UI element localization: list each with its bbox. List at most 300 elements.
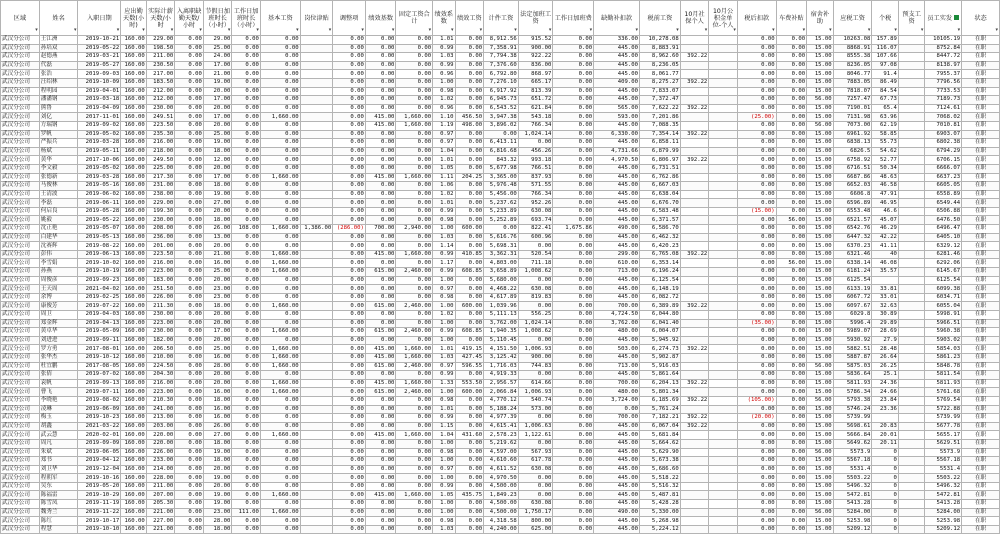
table-cell[interactable]: 8868.91 [833, 44, 872, 53]
table-cell[interactable]: 8,962.60 [640, 53, 681, 62]
table-cell[interactable]: 6034.71 [925, 293, 962, 302]
table-cell[interactable]: 6706.15 [925, 156, 962, 165]
table-cell[interactable]: 0.00 [553, 482, 594, 491]
table-cell[interactable]: 160.00 [121, 353, 146, 362]
table-cell[interactable]: 1.03 [433, 233, 455, 242]
table-cell[interactable]: 392.22 [680, 396, 709, 405]
table-cell[interactable]: 615.00 [365, 302, 396, 311]
table-cell[interactable]: 5209.12 [925, 525, 962, 534]
table-cell[interactable]: 曹飞 [39, 388, 78, 397]
column-header[interactable] [396, 1, 433, 36]
table-cell[interactable]: 52.77 [872, 156, 899, 165]
table-cell[interactable]: 600.96 [518, 233, 553, 242]
table-cell[interactable]: 李磊 [39, 199, 78, 208]
table-cell[interactable]: 766.34 [518, 121, 553, 130]
table-cell[interactable]: 2019-08-02 [78, 396, 121, 405]
table-cell[interactable]: 6,806.97 [640, 156, 681, 165]
table-cell[interactable]: 993.18 [518, 156, 553, 165]
table-cell[interactable]: 15.00 [807, 328, 834, 337]
table-cell[interactable] [898, 517, 925, 526]
table-cell[interactable]: 武汉分公司 [1, 336, 40, 345]
table-cell[interactable]: 在职 [962, 61, 1000, 70]
table-cell[interactable]: 0.00 [776, 353, 807, 362]
table-cell[interactable]: 0.00 [518, 302, 553, 311]
table-cell[interactable]: 445.00 [594, 96, 640, 105]
table-cell[interactable]: 160.00 [121, 285, 146, 294]
table-cell[interactable]: 2019-09-13 [78, 379, 121, 388]
table-cell[interactable]: 10105.19 [925, 36, 962, 45]
table-cell[interactable]: 0.00 [455, 182, 484, 191]
table-cell[interactable]: 1.00 [433, 302, 455, 311]
table-cell[interactable]: 19.00 [203, 474, 232, 483]
table-cell[interactable]: 5531.4 [925, 465, 962, 474]
table-cell[interactable]: 16.00 [203, 405, 232, 414]
table-cell[interactable]: 5,188.24 [484, 405, 519, 414]
table-cell[interactable]: 0.00 [175, 78, 204, 87]
table-cell[interactable]: 0.00 [553, 517, 594, 526]
table-cell[interactable]: 21.00 [203, 70, 232, 79]
table-cell[interactable] [709, 474, 738, 483]
table-cell[interactable]: 0.00 [553, 242, 594, 251]
table-cell[interactable]: 6,067.04 [640, 422, 681, 431]
table-cell[interactable]: 0.00 [396, 182, 433, 191]
table-cell[interactable] [898, 328, 925, 337]
table-cell[interactable]: 0.00 [175, 190, 204, 199]
table-cell[interactable]: 2019-09-11 [78, 336, 121, 345]
table-cell[interactable]: 822.41 [518, 225, 553, 234]
table-cell[interactable]: 0.00 [260, 285, 300, 294]
filter-dropdown-icon[interactable]: ▾ [733, 27, 736, 33]
table-cell[interactable]: 160.00 [121, 336, 146, 345]
table-cell[interactable]: 249.51 [146, 113, 175, 122]
table-cell[interactable]: 1.00 [433, 78, 455, 87]
table-cell[interactable]: 在职 [962, 113, 1000, 122]
table-cell[interactable]: 5769.54 [925, 396, 962, 405]
table-cell[interactable]: 5413.28 [925, 500, 962, 509]
table-cell[interactable]: 226.00 [146, 448, 175, 457]
table-cell[interactable]: 6,420.23 [640, 242, 681, 251]
table-cell[interactable] [898, 70, 925, 79]
table-cell[interactable]: 0.00 [260, 96, 300, 105]
table-cell[interactable]: 843.32 [484, 156, 519, 165]
table-cell[interactable]: 在职 [962, 242, 1000, 251]
table-cell[interactable]: 0.00 [260, 293, 300, 302]
table-cell[interactable]: 6961.92 [833, 130, 872, 139]
column-header[interactable] [925, 1, 962, 36]
table-cell[interactable]: 445.00 [594, 500, 640, 509]
table-cell[interactable]: 0.00 [232, 259, 261, 268]
table-cell[interactable]: 武汉分公司 [1, 233, 40, 242]
table-cell[interactable] [898, 250, 925, 259]
table-cell[interactable]: 0.98 [433, 293, 455, 302]
table-cell[interactable]: 0.00 [518, 371, 553, 380]
table-cell[interactable]: 111.00 [232, 508, 261, 517]
table-cell[interactable]: 在职 [962, 500, 1000, 509]
table-cell[interactable]: 15.00 [807, 439, 834, 448]
table-cell[interactable]: 0.00 [553, 285, 594, 294]
table-cell[interactable]: 郑金辉 [39, 319, 78, 328]
table-cell[interactable]: 0.00 [260, 121, 300, 130]
table-cell[interactable]: 0.00 [737, 250, 776, 259]
table-cell[interactable]: 65.4 [872, 104, 899, 113]
table-cell[interactable]: 0.00 [553, 87, 594, 96]
table-cell[interactable]: 1.04 [433, 147, 455, 156]
table-cell[interactable]: 0.00 [553, 500, 594, 509]
table-cell[interactable]: 0.00 [260, 457, 300, 466]
table-cell[interactable]: 0.00 [260, 474, 300, 483]
table-row[interactable] [1, 233, 1000, 242]
table-cell[interactable]: 1,006.93 [518, 388, 553, 397]
table-cell[interactable] [872, 276, 899, 285]
table-cell[interactable]: 0.00 [175, 44, 204, 53]
table-cell[interactable]: 5875.03 [833, 362, 872, 371]
table-cell[interactable]: 2019-10-16 [78, 474, 121, 483]
table-cell[interactable]: 1.00 [433, 500, 455, 509]
table-cell[interactable]: 0.00 [175, 147, 204, 156]
table-cell[interactable] [680, 173, 709, 182]
table-cell[interactable]: 5998.91 [925, 311, 962, 320]
table-cell[interactable] [898, 173, 925, 182]
table-cell[interactable]: 0.00 [333, 396, 366, 405]
table-cell[interactable]: 0.00 [232, 517, 261, 526]
table-row[interactable] [1, 182, 1000, 191]
table-cell[interactable] [680, 164, 709, 173]
table-cell[interactable]: 160.00 [121, 113, 146, 122]
table-cell[interactable]: 4,724.50 [594, 311, 640, 320]
table-cell[interactable]: 19.00 [203, 190, 232, 199]
table-cell[interactable]: 236.00 [146, 233, 175, 242]
table-cell[interactable]: 0.00 [175, 336, 204, 345]
table-cell[interactable]: 56.00 [807, 396, 834, 405]
table-cell[interactable]: 415.00 [365, 431, 396, 440]
table-cell[interactable]: 0.00 [396, 87, 433, 96]
table-cell[interactable]: 0.00 [175, 199, 204, 208]
table-cell[interactable]: 0.00 [396, 199, 433, 208]
table-cell[interactable]: 0.00 [232, 448, 261, 457]
table-cell[interactable]: 2019-04-01 [78, 87, 121, 96]
table-cell[interactable]: 445.00 [594, 61, 640, 70]
table-cell[interactable]: 1,660.00 [260, 259, 300, 268]
table-cell[interactable]: 在职 [962, 207, 1000, 216]
table-cell[interactable]: 0.00 [455, 233, 484, 242]
table-cell[interactable]: 6,792.80 [484, 70, 519, 79]
table-cell[interactable]: 5,233.89 [484, 207, 519, 216]
table-cell[interactable]: 0.00 [260, 207, 300, 216]
table-cell[interactable]: 0.00 [232, 474, 261, 483]
table-cell[interactable]: 在职 [962, 104, 1000, 113]
table-cell[interactable]: 5253.98 [925, 517, 962, 526]
table-cell[interactable]: 7131.98 [833, 113, 872, 122]
table-cell[interactable]: 0.99 [433, 371, 455, 380]
table-cell[interactable]: 299.00 [594, 250, 640, 259]
table-cell[interactable]: 7,276.10 [484, 78, 519, 87]
table-cell[interactable]: 武汉分公司 [1, 345, 40, 354]
table-cell[interactable]: 160.00 [121, 104, 146, 113]
table-cell[interactable]: 15.00 [807, 182, 834, 191]
table-cell[interactable]: 226.00 [146, 293, 175, 302]
table-cell[interactable]: 0.00 [232, 414, 261, 423]
table-cell[interactable]: 392.22 [680, 78, 709, 87]
table-cell[interactable] [680, 96, 709, 105]
table-cell[interactable]: 0.00 [455, 156, 484, 165]
table-cell[interactable]: 160.00 [121, 78, 146, 87]
table-cell[interactable]: 0.00 [776, 156, 807, 165]
table-cell[interactable]: 0.00 [776, 405, 807, 414]
table-cell[interactable]: 6,148.19 [640, 285, 681, 294]
table-cell[interactable]: 40 [872, 250, 899, 259]
table-cell[interactable]: 陈雪凤 [39, 500, 78, 509]
table-row[interactable] [1, 130, 1000, 139]
table-cell[interactable]: 0.00 [737, 371, 776, 380]
table-cell[interactable] [680, 353, 709, 362]
table-cell[interactable] [709, 36, 738, 45]
table-cell[interactable]: 84.54 [872, 87, 899, 96]
table-cell[interactable]: 在职 [962, 268, 1000, 277]
table-cell[interactable]: 0.00 [455, 448, 484, 457]
table-cell[interactable]: 0.00 [365, 78, 396, 87]
table-cell[interactable]: 1.00 [433, 388, 455, 397]
table-cell[interactable]: 张德新 [39, 173, 78, 182]
table-cell[interactable]: 2019-05-13 [78, 233, 121, 242]
table-cell[interactable]: 28.00 [203, 517, 232, 526]
table-cell[interactable]: 415.00 [365, 353, 396, 362]
table-cell[interactable]: 160.00 [121, 207, 146, 216]
table-cell[interactable]: 5,976.48 [484, 182, 519, 191]
table-cell[interactable]: 何启良 [39, 207, 78, 216]
table-cell[interactable]: 在职 [962, 319, 1000, 328]
table-cell[interactable]: 6,638.04 [640, 190, 681, 199]
table-cell[interactable] [709, 482, 738, 491]
table-cell[interactable]: 5,902.87 [640, 353, 681, 362]
table-cell[interactable]: 0.00 [365, 164, 396, 173]
table-cell[interactable]: 952.26 [518, 199, 553, 208]
table-cell[interactable]: 王清波 [39, 190, 78, 199]
table-cell[interactable]: 彭伟 [39, 250, 78, 259]
table-cell[interactable]: 160.00 [121, 53, 146, 62]
table-cell[interactable]: 0.00 [333, 139, 366, 148]
table-cell[interactable] [709, 508, 738, 517]
table-cell[interactable]: 15.00 [807, 61, 834, 70]
table-cell[interactable]: 6125.54 [925, 276, 962, 285]
table-cell[interactable]: 0.00 [333, 113, 366, 122]
table-cell[interactable] [709, 328, 738, 337]
table-cell[interactable]: 5472.81 [833, 491, 872, 500]
table-cell[interactable]: 445.00 [594, 139, 640, 148]
table-row[interactable] [1, 465, 1000, 474]
table-cell[interactable] [898, 414, 925, 423]
table-cell[interactable] [898, 78, 925, 87]
table-row[interactable] [1, 104, 1000, 113]
table-cell[interactable]: 0.00 [232, 96, 261, 105]
table-cell[interactable] [898, 439, 925, 448]
table-cell[interactable]: 24.66 [872, 388, 899, 397]
table-cell[interactable]: 700.00 [594, 379, 640, 388]
table-cell[interactable]: 0.00 [776, 414, 807, 423]
table-cell[interactable]: 5209.12 [833, 525, 872, 534]
table-cell[interactable]: 15.00 [807, 113, 834, 122]
table-cell[interactable]: 武汉分公司 [1, 276, 40, 285]
table-cell[interactable]: 6506.88 [925, 207, 962, 216]
table-cell[interactable]: 0.00 [175, 439, 204, 448]
table-cell[interactable]: 15.00 [807, 164, 834, 173]
table-cell[interactable]: 0.00 [776, 53, 807, 62]
table-cell[interactable]: 1,660.00 [260, 225, 300, 234]
table-cell[interactable]: 在职 [962, 311, 1000, 320]
table-row[interactable] [1, 225, 1000, 234]
table-cell[interactable]: 7257.47 [833, 96, 872, 105]
table-cell[interactable]: 0.00 [776, 439, 807, 448]
table-cell[interactable]: 0.00 [776, 362, 807, 371]
table-cell[interactable]: 6838.13 [833, 139, 872, 148]
table-cell[interactable]: 17.00 [203, 328, 232, 337]
table-cell[interactable]: 0.00 [333, 448, 366, 457]
table-cell[interactable]: 0.00 [396, 164, 433, 173]
table-cell[interactable]: 2019-04-09 [78, 104, 121, 113]
table-cell[interactable]: 0.00 [365, 130, 396, 139]
table-cell[interactable]: 766.51 [518, 164, 553, 173]
table-cell[interactable] [300, 311, 333, 320]
filter-dropdown-icon[interactable]: ▾ [995, 27, 998, 33]
table-cell[interactable]: 0.00 [553, 302, 594, 311]
table-cell[interactable]: 0.00 [553, 78, 594, 87]
table-cell[interactable]: 0.00 [175, 113, 204, 122]
table-cell[interactable]: 6370.23 [833, 242, 872, 251]
table-cell[interactable]: 693.74 [518, 216, 553, 225]
table-cell[interactable]: 6292.06 [925, 259, 962, 268]
table-cell[interactable]: 392.22 [680, 414, 709, 423]
table-cell[interactable] [680, 448, 709, 457]
table-cell[interactable]: 0.00 [365, 508, 396, 517]
table-cell[interactable]: 0.00 [333, 379, 366, 388]
table-cell[interactable]: 1,024.14 [518, 319, 553, 328]
table-cell[interactable]: 6447.32 [833, 233, 872, 242]
table-cell[interactable]: 在职 [962, 362, 1000, 371]
table-cell[interactable]: 160.00 [121, 276, 146, 285]
table-cell[interactable]: 6802.38 [925, 139, 962, 148]
table-row[interactable] [1, 147, 1000, 156]
table-cell[interactable]: 罗帆 [39, 130, 78, 139]
table-cell[interactable]: 228.00 [146, 474, 175, 483]
table-cell[interactable]: 武汉分公司 [1, 396, 40, 405]
table-cell[interactable]: 4,977.39 [484, 414, 519, 423]
table-cell[interactable]: 410.85 [455, 250, 484, 259]
table-cell[interactable]: 1,660.00 [260, 173, 300, 182]
table-row[interactable] [1, 517, 1000, 526]
table-cell[interactable]: 0.00 [365, 156, 396, 165]
table-cell[interactable]: 0.00 [455, 190, 484, 199]
table-cell[interactable] [300, 259, 333, 268]
table-cell[interactable]: 5,686.60 [640, 465, 681, 474]
table-cell[interactable]: 0.98 [433, 517, 455, 526]
table-cell[interactable]: 15.00 [807, 44, 834, 53]
table-cell[interactable]: 235.30 [146, 130, 175, 139]
table-cell[interactable]: 0.00 [455, 53, 484, 62]
table-cell[interactable]: 0.00 [776, 311, 807, 320]
table-cell[interactable] [300, 250, 333, 259]
table-cell[interactable]: 0.00 [232, 336, 261, 345]
column-header[interactable] [146, 1, 175, 36]
table-cell[interactable]: 武汉分公司 [1, 422, 40, 431]
table-cell[interactable]: 216.00 [146, 139, 175, 148]
table-cell[interactable]: 0.00 [396, 70, 433, 79]
table-cell[interactable]: 0.00 [455, 130, 484, 139]
table-cell[interactable]: 6,371.57 [640, 216, 681, 225]
table-cell[interactable]: 19.00 [203, 491, 232, 500]
table-cell[interactable]: 5,801.34 [640, 388, 681, 397]
table-cell[interactable] [898, 293, 925, 302]
table-cell[interactable]: 0.00 [737, 302, 776, 311]
table-cell[interactable]: 武汉分公司 [1, 414, 40, 423]
table-cell[interactable] [300, 207, 333, 216]
table-cell[interactable] [680, 500, 709, 509]
table-cell[interactable]: 445.00 [594, 70, 640, 79]
table-cell[interactable]: 8447.72 [925, 53, 962, 62]
table-cell[interactable]: 武汉分公司 [1, 302, 40, 311]
table-cell[interactable]: 0.00 [396, 156, 433, 165]
table-cell[interactable]: 415.00 [365, 173, 396, 182]
table-cell[interactable]: 2019-11-19 [78, 500, 121, 509]
table-cell[interactable]: 6,204.13 [640, 379, 681, 388]
table-cell[interactable]: 0.00 [365, 293, 396, 302]
table-cell[interactable]: 0.00 [260, 182, 300, 191]
table-cell[interactable]: 0.00 [737, 173, 776, 182]
table-cell[interactable]: 1,716.03 [484, 362, 519, 371]
table-cell[interactable] [898, 104, 925, 113]
table-cell[interactable]: 160.00 [121, 268, 146, 277]
table-cell[interactable]: 565.00 [594, 104, 640, 113]
table-cell[interactable] [709, 70, 738, 79]
table-cell[interactable]: 223.50 [146, 250, 175, 259]
table-cell[interactable]: 武汉分公司 [1, 242, 40, 251]
table-cell[interactable]: 227.00 [146, 517, 175, 526]
table-cell[interactable] [680, 319, 709, 328]
table-cell[interactable]: 0.00 [776, 379, 807, 388]
table-cell[interactable]: 665.17 [518, 78, 553, 87]
table-cell[interactable]: 在职 [962, 130, 1000, 139]
table-cell[interactable]: 0.00 [175, 182, 204, 191]
table-cell[interactable]: 7124.61 [925, 104, 962, 113]
table-cell[interactable]: 230.00 [146, 216, 175, 225]
table-cell[interactable]: 18.00 [203, 182, 232, 191]
table-cell[interactable]: 1,660.00 [396, 431, 433, 440]
table-cell[interactable]: 415.00 [365, 113, 396, 122]
table-cell[interactable]: 0.00 [365, 311, 396, 320]
table-cell[interactable] [709, 216, 738, 225]
table-cell[interactable]: 0.00 [737, 233, 776, 242]
table-row[interactable] [1, 207, 1000, 216]
table-cell[interactable]: 0.00 [333, 319, 366, 328]
table-cell[interactable] [898, 113, 925, 122]
table-cell[interactable] [300, 362, 333, 371]
table-cell[interactable]: 0.00 [232, 44, 261, 53]
table-cell[interactable]: 黄卓华 [39, 328, 78, 337]
table-cell[interactable]: 0.00 [396, 517, 433, 526]
table-cell[interactable]: 392.22 [680, 345, 709, 354]
table-cell[interactable] [709, 431, 738, 440]
table-cell[interactable]: 0.00 [333, 457, 366, 466]
table-cell[interactable]: 6666.07 [925, 164, 962, 173]
table-cell[interactable] [300, 448, 333, 457]
table-cell[interactable]: 17.00 [203, 61, 232, 70]
table-cell[interactable]: 0.00 [232, 379, 261, 388]
table-cell[interactable]: 李文毅 [39, 164, 78, 173]
table-cell[interactable]: 160.00 [121, 216, 146, 225]
table-cell[interactable]: 袁帆 [39, 379, 78, 388]
table-cell[interactable]: 白建华 [39, 233, 78, 242]
table-cell[interactable]: 0.00 [776, 207, 807, 216]
table-cell[interactable]: 在职 [962, 250, 1000, 259]
table-cell[interactable]: 0.00 [553, 36, 594, 45]
